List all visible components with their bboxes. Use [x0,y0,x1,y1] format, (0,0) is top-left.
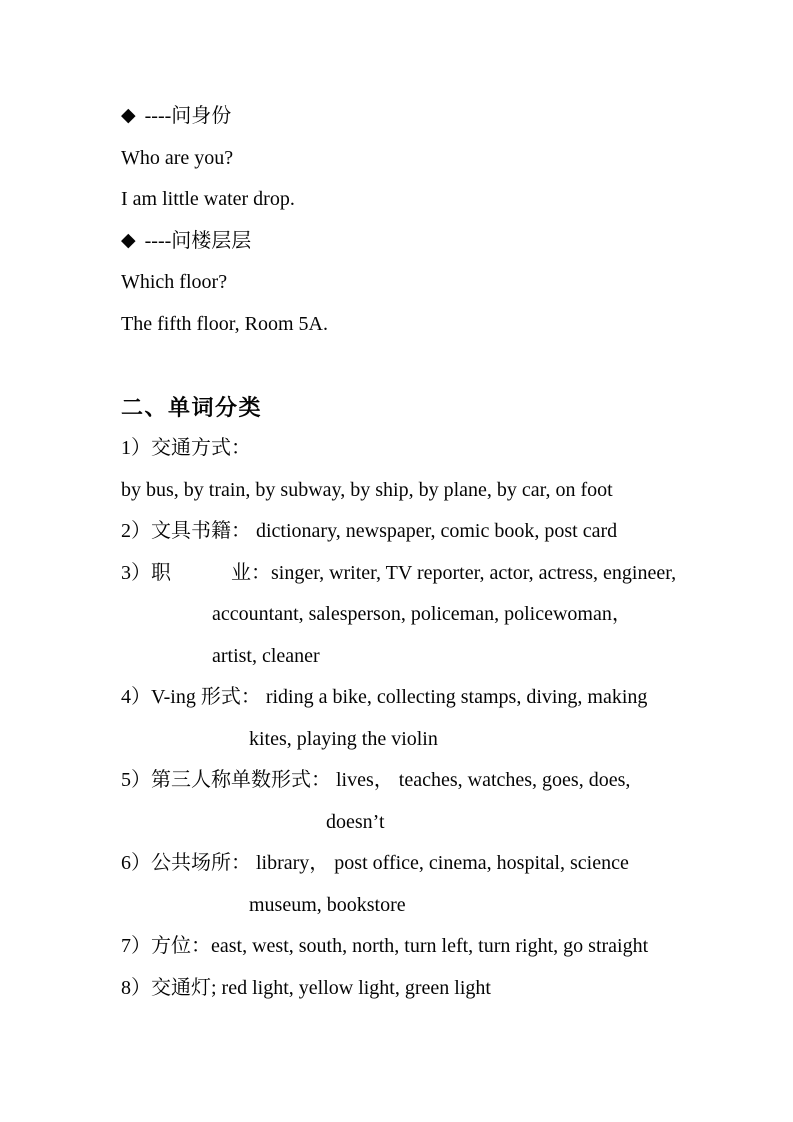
section-heading: 二、单词分类 [121,394,263,420]
wordlist-line: 5）第三人称单数形式： lives， teaches, watches, goes, does, [121,769,631,791]
dialogue-line: The fifth floor, Room 5A. [121,312,328,335]
wordlist-line: by bus, by train, by subway, by ship, by plane, by car, on foot [121,478,613,501]
dialogue-line-text: ----问楼层层 [144,229,252,252]
dialogue-block [121,96,693,345]
wordlist-block [121,428,693,1009]
wordlist-continuation-line: accountant, salesperson, policeman, policewoman， [212,603,632,625]
wordlist-line: 8）交通灯; red light, yellow light, green light [121,976,491,999]
diamond-bullet-icon: ◆ [121,105,136,126]
dialogue-line: Which floor? [121,271,228,293]
wordlist-line: 2）文具书籍： dictionary, newspaper, comic book, post card [121,520,618,542]
diamond-bullet-icon: ◆ [121,229,136,251]
dialogue-line: I am little water drop. [121,188,295,210]
wordlist-line: 4）V-ing 形式： riding a bike, collecting stamps, diving, making [121,686,648,708]
dialogue-line: Who are you? [121,146,234,169]
wordlist-continuation-line: kites, playing the violin [249,727,438,750]
wordlist-line: 7）方位：east, west, south, north, turn left, turn right, go straight [121,935,649,957]
dialogue-line-text: ----问身份 [144,105,232,127]
wordlist-continuation-line: museum, bookstore [249,893,406,916]
bullet-line [121,221,693,263]
wordlist-line: 6）公共场所： library， post office, cinema, hospital, science [121,852,629,874]
wordlist-continuation-line: artist, cleaner [212,644,320,667]
wordlist-line: 1）交通方式： [121,437,251,459]
wordlist-line: 3）职 业：singer, writer, TV reporter, actor, actress, engineer, [121,561,677,584]
wordlist-continuation-line: doesn’t [326,810,385,833]
bullet-line [121,96,693,138]
